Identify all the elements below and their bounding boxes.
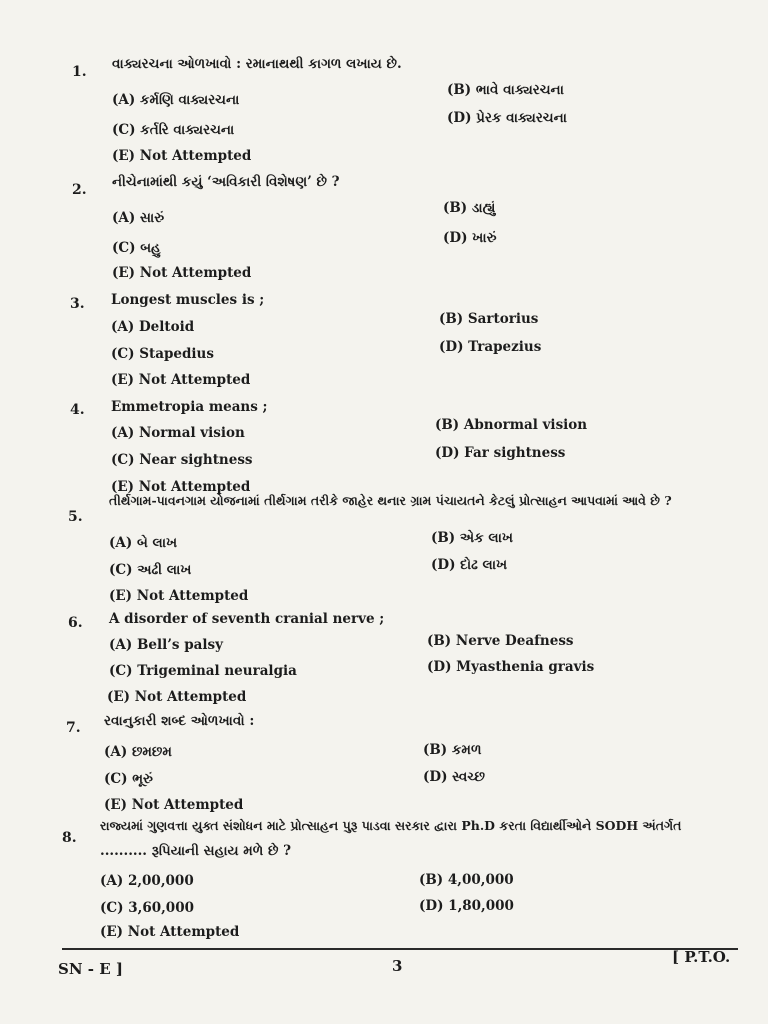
option-e: (E) Not Attempted xyxy=(109,588,249,604)
option-a: (A) Bell’s palsy xyxy=(109,637,223,653)
option-a: (A) Deltoid xyxy=(111,319,195,335)
option-c: (C) Near sightness xyxy=(111,452,253,468)
option-a: (A) કર્મણિ વાક્યરચના xyxy=(112,92,240,108)
option-b: (B) Nerve Deafness xyxy=(427,633,574,649)
option-e: (E) Not Attempted xyxy=(112,265,252,281)
option-a: (A) છમછમ xyxy=(104,744,172,760)
option-b: (B) ભાવે વાક્યરચના xyxy=(447,82,564,98)
option-e: (E) Not Attempted xyxy=(112,148,252,164)
question-text: A disorder of seventh cranial nerve ; xyxy=(109,611,385,627)
question-number: 3. xyxy=(70,296,85,312)
option-b: (B) એક લાખ xyxy=(431,530,513,546)
option-d: (D) પ્રેરક વાક્યરચના xyxy=(447,110,567,126)
option-e: (E) Not Attempted xyxy=(104,797,244,813)
question-text: વાક્યરચના ઓળખાવો : રમાનાથથી કાગળ લખાય છે. xyxy=(112,56,402,72)
option-d: (D) Trapezius xyxy=(439,339,542,355)
question-number: 2. xyxy=(72,182,87,198)
question-text: રાજ્યમાં ગુણવત્તા યુક્ત સંશોધન માટે પ્રોત્સાહન પુરૂ પાડવા સરકાર દ્વારા Ph.D કરતા વિદ્યાર્થીઓને SODH અંતર્ગત xyxy=(100,818,682,833)
option-d: (D) ખારું xyxy=(443,230,497,246)
question-number: 5. xyxy=(68,509,83,525)
option-e: (E) Not Attempted xyxy=(100,924,240,940)
option-c: (C) અઢી લાખ xyxy=(109,562,192,578)
option-a: (A) બે લાખ xyxy=(109,535,178,551)
option-b: (B) 4,00,000 xyxy=(419,872,514,888)
question-number: 8. xyxy=(62,830,77,846)
option-c: (C) કર્તરિ વાક્યરચના xyxy=(112,122,235,138)
option-a: (A) સારું xyxy=(112,210,165,226)
option-c: (C) Stapedius xyxy=(111,346,214,362)
option-c: (C) બહુ xyxy=(112,240,161,256)
option-c: (C) ભૂરું xyxy=(104,771,153,787)
question-text-continued: .......... રૂપિયાની સહાય મળે છે ? xyxy=(100,843,292,859)
option-b: (B) Abnormal vision xyxy=(435,417,588,433)
option-d: (D) દોઢ લાખ xyxy=(431,557,508,573)
question-text: રવાનુકારી શબ્દ ઓળખાવો : xyxy=(104,713,255,729)
option-a: (A) 2,00,000 xyxy=(100,873,194,889)
option-d: (D) સ્વચ્છ xyxy=(423,769,485,785)
question-text: નીચેનામાંથી કયું ‘અવિકારી વિશેષણ’ છે ? xyxy=(112,174,340,190)
question-number: 7. xyxy=(66,720,81,736)
option-e: (E) Not Attempted xyxy=(111,372,251,388)
option-d: (D) Myasthenia gravis xyxy=(427,659,595,675)
question-number: 4. xyxy=(70,402,85,418)
option-d: (D) Far sightness xyxy=(435,445,566,461)
option-e: (E) Not Attempted xyxy=(107,689,247,705)
option-c: (C) 3,60,000 xyxy=(100,900,194,916)
option-a: (A) Normal vision xyxy=(111,425,245,441)
question-text: Longest muscles is ; xyxy=(111,292,265,308)
question-text: તીર્થગામ-પાવનગામ યોજનામાં તીર્થગામ તરીકે જાહેર થનાર ગ્રામ પંચાયતને કેટલું પ્રોત્સાહન આપવામાં આવે છે ? xyxy=(109,493,672,508)
option-b: (B) કમળ xyxy=(423,742,482,758)
option-b: (B) Sartorius xyxy=(439,311,539,327)
option-d: (D) 1,80,000 xyxy=(419,898,514,914)
option-c: (C) Trigeminal neuralgia xyxy=(109,663,297,679)
question-number: 1. xyxy=(72,64,87,80)
booklet-code: SN - E ] xyxy=(58,960,123,978)
question-number: 6. xyxy=(68,615,83,631)
page-number: 3 xyxy=(392,957,403,975)
option-b: (B) ડાહ્યું xyxy=(443,200,496,216)
question-text: Emmetropia means ; xyxy=(111,399,268,415)
please-turn-over: [ P.T.O. xyxy=(672,948,731,966)
footer-divider xyxy=(62,948,738,950)
option-e: (E) Not Attempted xyxy=(111,479,251,495)
